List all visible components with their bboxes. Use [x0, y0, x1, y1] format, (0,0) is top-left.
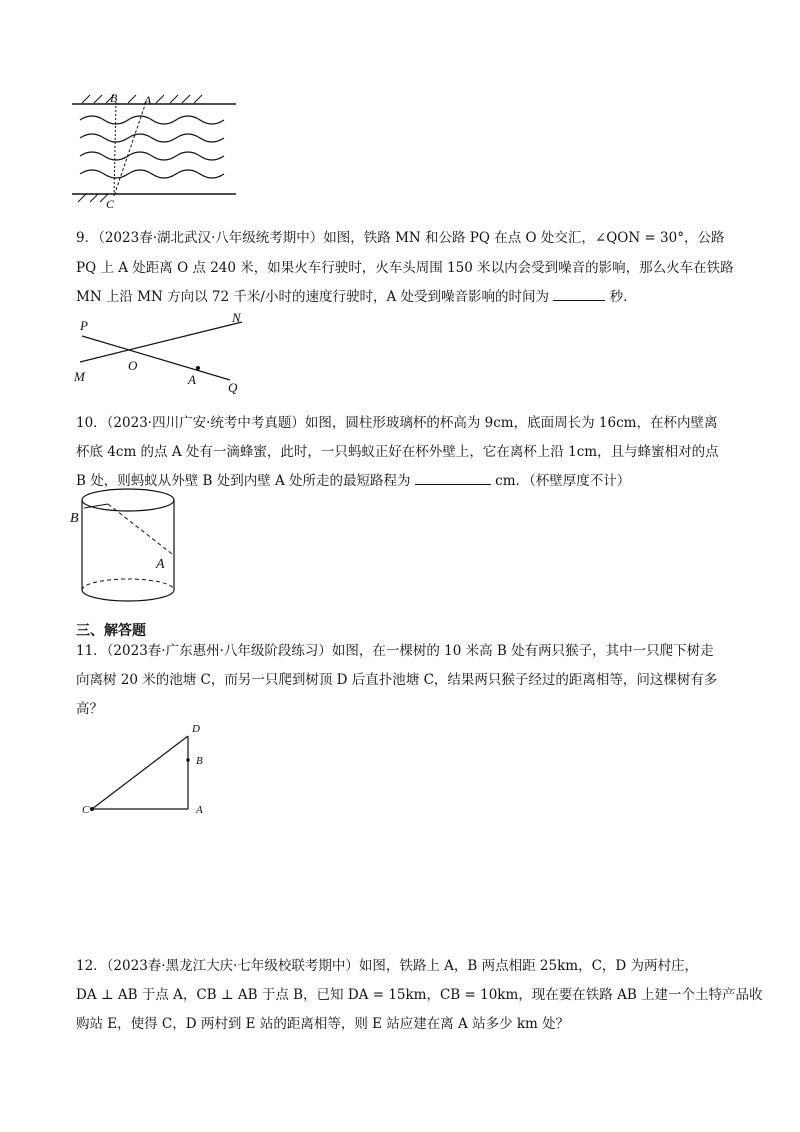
label-b: B	[70, 511, 79, 526]
question-9-text: MN 上沿 MN 方向以 72 千米/小时的速度行驶时，A 处受到噪音影响的时间为	[76, 289, 549, 305]
label-c: C	[82, 804, 90, 816]
question-10-text: B 处，则蚂蚁从外壁 B 处到内壁 A 处所走的最短路程为	[76, 473, 411, 489]
question-9-line-1: 9．（2023春·湖北武汉·八年级统考期中）如图，铁路 MN 和公路 PQ 在点 O 处交汇，∠QON = 30°，公路	[76, 230, 725, 246]
answer-blank-10[interactable]	[415, 470, 491, 485]
figure-tree-triangle	[78, 716, 218, 820]
label-c: C	[106, 197, 115, 211]
label-n: N	[232, 310, 241, 325]
label-a: A	[188, 372, 196, 387]
label-b: B	[196, 755, 203, 767]
figure-river-crossing	[70, 90, 240, 210]
label-p: P	[80, 318, 88, 333]
question-12-line-2: DA ⊥ AB 于点 A，CB ⊥ AB 于点 B，已知 DA = 15km，CB = 10km，现在要在铁路 AB 上建一个土特产品收	[76, 987, 763, 1003]
label-m: M	[74, 369, 85, 384]
question-11-line-1: 11．（2023春·广东惠州·八年级阶段练习）如图，在一棵树的 10 米高 B 处有两只猴子，其中一只爬下树走	[76, 643, 714, 659]
label-a: A	[156, 557, 165, 572]
label-d: D	[192, 723, 200, 735]
label-q: Q	[228, 380, 238, 395]
question-9-line-3	[76, 285, 637, 305]
label-a: A	[144, 93, 152, 107]
question-12-line-1: 12．（2023春·黑龙江大庆·七年级校联考期中）如图，铁路上 A，B 两点相距 25km，C，D 为两村庄，	[76, 958, 699, 974]
figure-rail-road-crossing	[70, 310, 260, 400]
question-10-line-2: 杯底 4cm 的点 A 处有一滴蜂蜜，此时，一只蚂蚁正好在杯外壁上，它在离杯上沿 1cm，且与蜂蜜相对的点	[76, 444, 719, 460]
answer-blank-9[interactable]	[553, 286, 605, 301]
figure-glass-cylinder	[68, 486, 188, 610]
question-11-line-3: 高？	[76, 701, 103, 717]
label-b: B	[110, 91, 118, 105]
question-11-line-2: 向离树 20 米的池塘 C，而另一只爬到树顶 D 后直扑池塘 C，结果两只猴子经过的距离相等，问这棵树有多	[76, 672, 718, 688]
label-a: A	[196, 804, 203, 816]
question-10-line-1: 10．（2023·四川广安·统考中考真题）如图，圆柱形玻璃杯的杯高为 9cm，底面周长为 16cm，在杯内壁离	[76, 415, 718, 431]
question-9-line-2: PQ 上 A 处距离 O 点 240 米，如果火车行驶时，火车头周围 150 米以内会受到噪音的影响，那么火车在铁路	[76, 260, 734, 276]
question-12-line-3: 购站 E，使得 C，D 两村到 E 站的距离相等，则 E 站应建在离 A 站多少 km 处？	[76, 1016, 570, 1032]
question-9-unit: 秒．	[609, 289, 637, 305]
question-10-unit: cm．（杯壁厚度不计）	[495, 473, 631, 489]
section-title: 三、解答题	[76, 623, 146, 639]
label-o: O	[128, 358, 138, 373]
